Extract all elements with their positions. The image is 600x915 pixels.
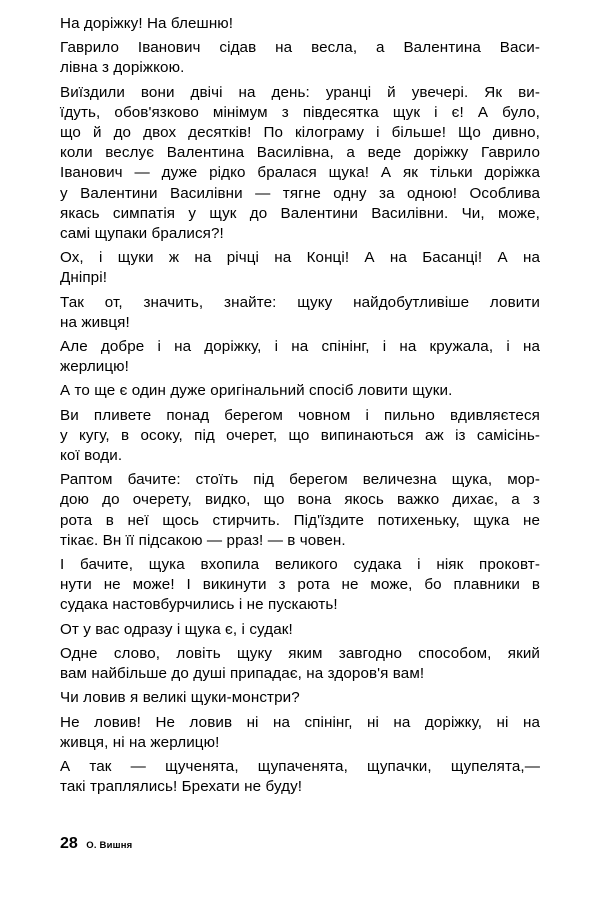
text-line: жерлицю! [60, 358, 129, 376]
text-line: у кугу, в осоку, під очерет, що випинаються аж із самісінь- [60, 426, 540, 444]
paragraph [60, 644, 540, 684]
text-line: такі траплялись! Брехати не буду! [60, 778, 303, 796]
text-line: коли веслує Валентина Василівна, а веде доріжку Гаврило [60, 144, 540, 162]
paragraph [60, 293, 540, 333]
text-line: Виїздили вони двічі на день: уранці й увечері. Як ви- [60, 83, 540, 101]
text-line: Не ловив! Не ловив ні на спінінг, ні на доріжку, ні на [60, 713, 540, 731]
text-line: лівна з доріжкою. [60, 59, 185, 77]
paragraph [60, 620, 540, 640]
paragraph [60, 406, 540, 467]
text-line: судака настовбурчились і не пускають! [60, 596, 338, 614]
author-name: О. Вишня [86, 840, 133, 851]
text-line: Чи ловив я великі щуки-монстри? [60, 689, 300, 707]
text-line: на живця! [60, 313, 130, 331]
text-line: Ви пливете понад берегом човном і пильно вдивляєтеся [60, 406, 540, 424]
paragraph [60, 337, 540, 377]
text-line: дою до очерету, видко, що вона якось важко дихає, а з [60, 491, 540, 509]
page-text [60, 14, 540, 801]
text-line: якась симпатія у щук до Валентини Василівни. Чи, може, [60, 204, 540, 222]
text-line: їдуть, обов'язково мінімум з півдесятка щук і є! А було, [60, 103, 540, 121]
text-line: А так — щученята, щупаченята, щупачки, щупелята,— [60, 757, 540, 775]
paragraph [60, 713, 540, 753]
text-line: На доріжку! На блешню! [60, 15, 234, 32]
text-line: Але добре і на доріжку, і на спінінг, і на кружала, і на [60, 338, 540, 356]
text-line: Так от, значить, знайте: щуку найдобутливіше ловити [60, 293, 540, 311]
paragraph [60, 248, 540, 288]
text-line: що й до двох десятків! По кілограму і більше! Що дивно, [60, 124, 540, 142]
text-line: Ох, і щуки ж на річці на Конці! А на Басанці! А на [60, 249, 540, 267]
paragraph [60, 470, 540, 551]
page-footer [60, 835, 132, 853]
page-number: 28 [60, 835, 78, 852]
paragraph [60, 38, 540, 78]
text-line: у Валентини Василівни — тягне одну за одною! Особлива [60, 184, 540, 202]
text-line: Гаврило Іванович сідав на весла, а Валентина Васи- [60, 39, 540, 57]
text-line: От у вас одразу і щука є, і судак! [60, 620, 293, 638]
text-line: А то ще є один дуже оригінальний спосіб ловити щуки. [60, 382, 453, 400]
paragraph [60, 688, 540, 708]
text-line: кої води. [60, 447, 123, 465]
paragraph [60, 83, 540, 245]
paragraph [60, 555, 540, 616]
text-line: тікає. Вн її підсакою — рраз! — в човен. [60, 531, 346, 549]
text-line: самі щупаки бралися?! [60, 225, 224, 243]
text-line: нути не може! І викинути з рота не може, бо плавники в [60, 576, 540, 594]
paragraph [60, 14, 540, 34]
text-line: рота в неї щось стирчить. Під'їздите потихеньку, щука не [60, 511, 540, 529]
text-line: Іванович — дуже рідко бралася щука! А як тільки доріжка [60, 164, 540, 182]
paragraph [60, 381, 540, 401]
text-line: вам найбільше до душі припадає, на здоров'я вам! [60, 665, 425, 683]
text-line: живця, ні на жерлицю! [60, 733, 220, 751]
paragraph [60, 757, 540, 797]
text-line: Одне слово, ловіть щуку яким завгодно способом, який [60, 644, 540, 662]
text-line: Раптом бачите: стоїть під берегом величезна щука, мор- [60, 471, 540, 489]
text-line: Дніпрі! [60, 269, 108, 287]
text-line: І бачите, щука вхопила великого судака і ніяк проковт- [60, 556, 540, 574]
